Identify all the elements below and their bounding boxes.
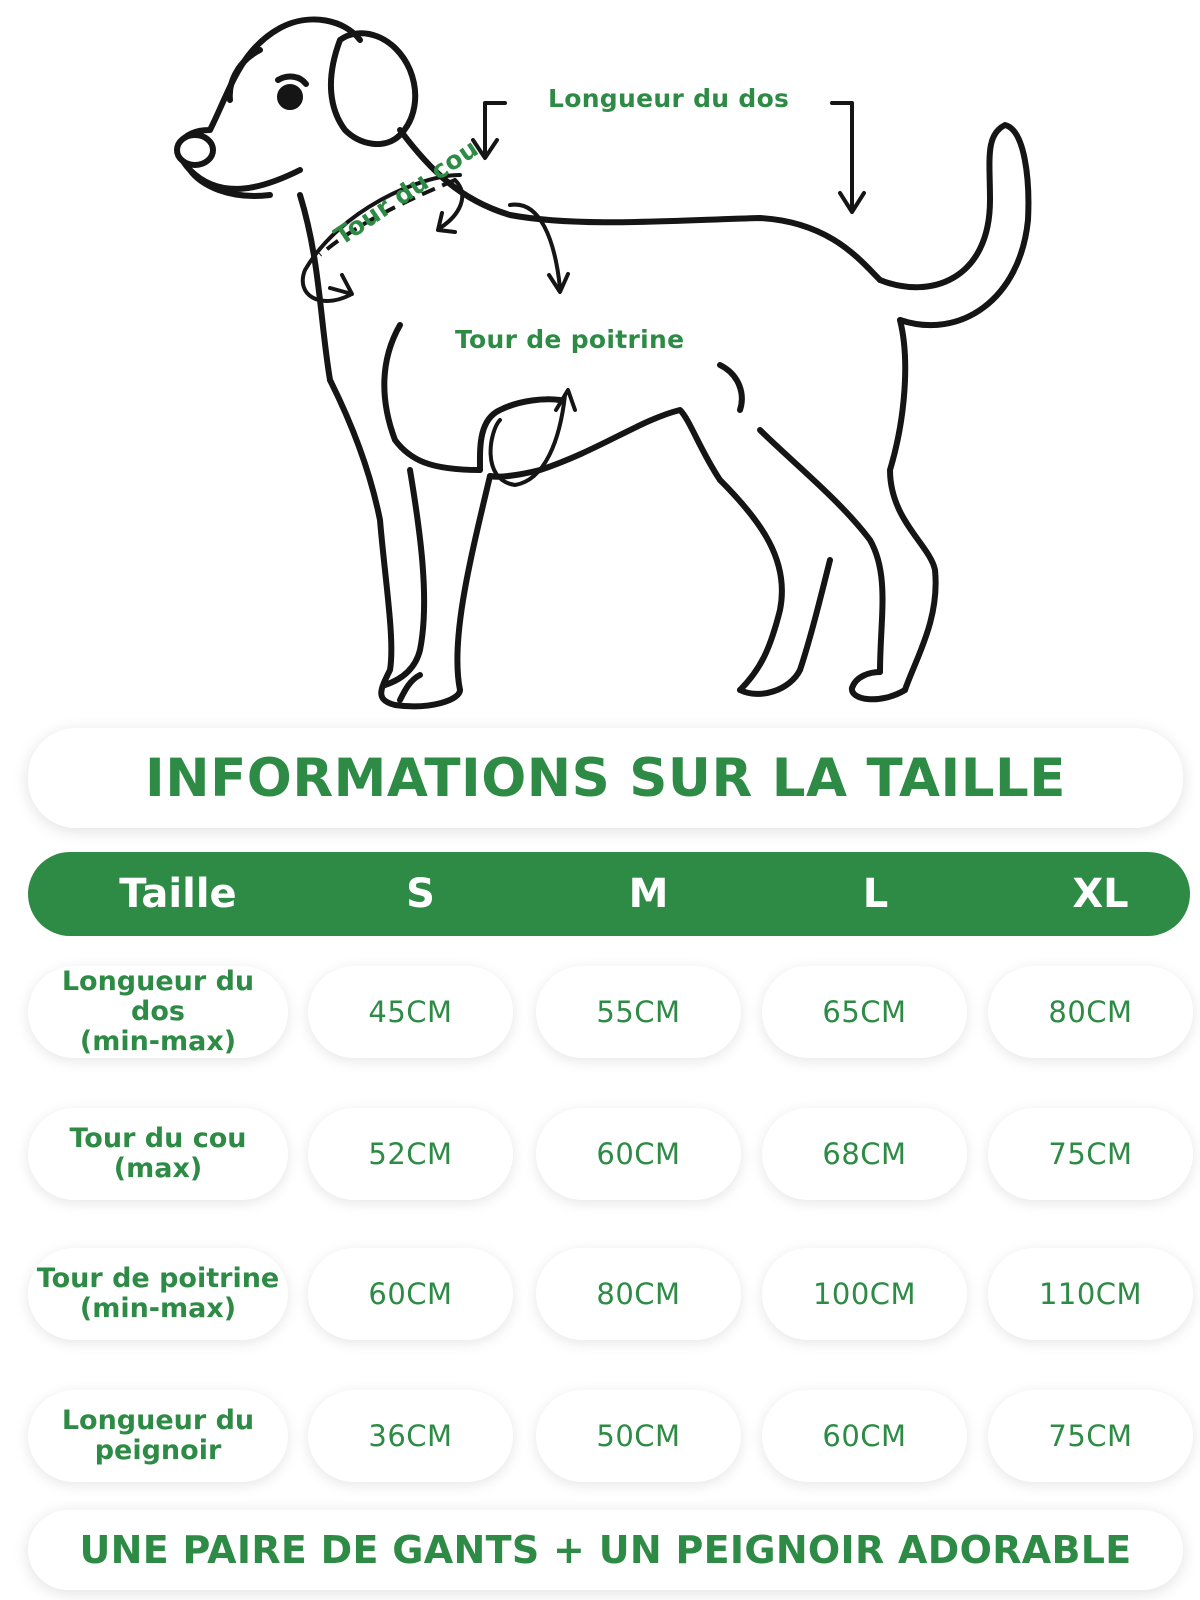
table-cell: [308, 966, 513, 1058]
chest-label: Tour de poitrine: [455, 325, 685, 354]
row-label-neck: [28, 1108, 288, 1200]
header-size-l: L: [862, 871, 889, 917]
table-cell: [308, 1108, 513, 1200]
row-label-robe-length: [28, 1390, 288, 1482]
cell-value: 110CM: [1038, 1277, 1143, 1311]
page-title: INFORMATIONS SUR LA TAILLE: [145, 747, 1066, 809]
size-header-bar: [28, 852, 1190, 936]
table-cell: [988, 966, 1193, 1058]
table-cell: [536, 1248, 741, 1340]
back-length-label: Longueur du dos: [548, 84, 790, 113]
cell-value: 45CM: [368, 995, 453, 1029]
table-cell: [536, 1108, 741, 1200]
table-cell: [762, 966, 967, 1058]
cell-value: 100CM: [812, 1277, 917, 1311]
cell-value: 75CM: [1048, 1419, 1133, 1453]
table-cell: [536, 1390, 741, 1482]
cell-value: 52CM: [368, 1137, 453, 1171]
header-size-xl: XL: [1072, 871, 1129, 917]
cell-value: 60CM: [596, 1137, 681, 1171]
header-size-s: S: [406, 871, 435, 917]
table-cell: [762, 1108, 967, 1200]
table-cell: [308, 1248, 513, 1340]
row-label-text: Tour du cou (max): [69, 1123, 247, 1184]
row-label-text: Longueur du peignoir: [61, 1405, 255, 1466]
table-cell: [988, 1390, 1193, 1482]
cell-value: 65CM: [822, 995, 907, 1029]
cell-value: 36CM: [368, 1419, 453, 1453]
row-label-text: Tour de poitrine (min-max): [36, 1263, 280, 1324]
header-size-m: M: [628, 871, 669, 917]
cell-value: 80CM: [596, 1277, 681, 1311]
table-cell: [762, 1390, 967, 1482]
cell-value: 68CM: [822, 1137, 907, 1171]
cell-value: 75CM: [1048, 1137, 1133, 1171]
table-cell: [536, 966, 741, 1058]
footer-banner: [28, 1510, 1183, 1590]
cell-value: 80CM: [1048, 995, 1133, 1029]
cell-value: 55CM: [596, 995, 681, 1029]
table-cell: [762, 1248, 967, 1340]
title-banner: [28, 728, 1183, 828]
row-label-text: Longueur du dos (min-max): [61, 966, 255, 1057]
neck-label: Tour du cou: [328, 133, 484, 251]
table-cell: [988, 1108, 1193, 1200]
cell-value: 50CM: [596, 1419, 681, 1453]
row-label-back-length: [28, 966, 288, 1058]
row-label-chest: [28, 1248, 288, 1340]
footer-text: UNE PAIRE DE GANTS + UN PEIGNOIR ADORABLE: [79, 1528, 1132, 1572]
cell-value: 60CM: [368, 1277, 453, 1311]
header-size-label: Taille: [119, 871, 237, 917]
table-cell: [308, 1390, 513, 1482]
table-cell: [988, 1248, 1193, 1340]
cell-value: 60CM: [822, 1419, 907, 1453]
